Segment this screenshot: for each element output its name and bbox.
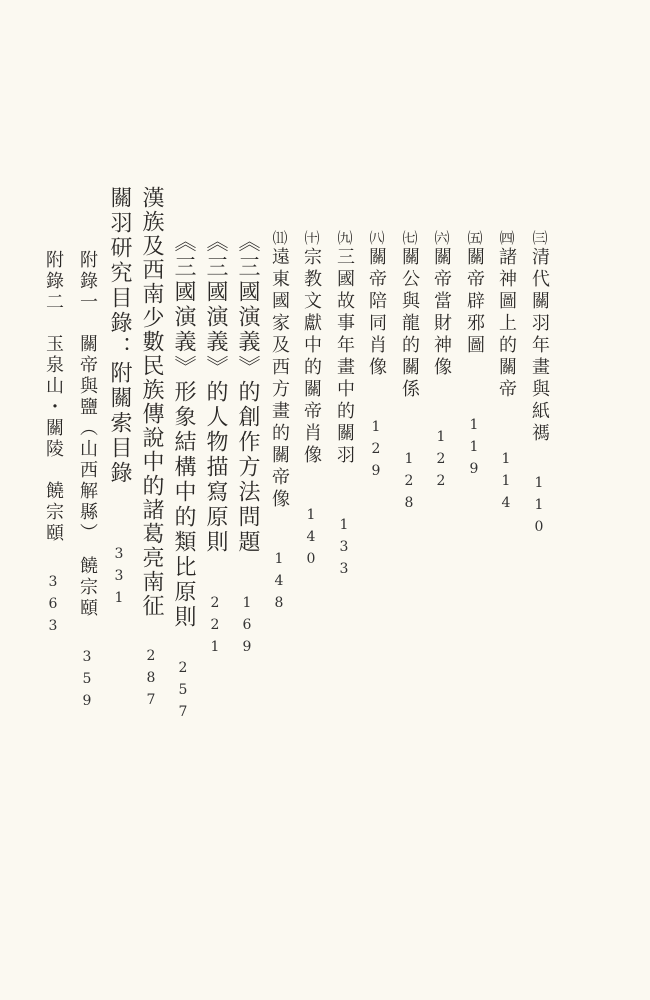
toc-entry bbox=[78, 250, 96, 850]
entry-marker: ㈢ bbox=[530, 230, 549, 245]
toc-entry bbox=[465, 230, 483, 830]
entry-title: 附錄二 玉泉山・關陵 饒宗頤 bbox=[43, 250, 64, 544]
entry-title: 遠東國家及西方畫的關帝像 bbox=[269, 247, 290, 511]
entry-page-number: 287 bbox=[143, 648, 159, 714]
entry-marker: ㈤ bbox=[465, 230, 484, 245]
entry-title: 關帝當財神像 bbox=[431, 247, 452, 379]
entry-page-number: 140 bbox=[303, 507, 319, 573]
entry-page-number: 148 bbox=[271, 551, 287, 617]
entry-marker: ㈣ bbox=[497, 230, 516, 245]
entry-page-number: 114 bbox=[498, 451, 514, 517]
toc-entry bbox=[140, 186, 162, 786]
entry-page-number: 129 bbox=[368, 419, 384, 485]
entry-title: 關帝辟邪圖 bbox=[464, 247, 485, 357]
toc-entry bbox=[400, 230, 418, 830]
toc-entry bbox=[44, 250, 62, 850]
entry-marker: ⑾ bbox=[270, 230, 289, 245]
toc-entry bbox=[172, 230, 194, 830]
entry-marker: ㈨ bbox=[335, 230, 354, 245]
entry-marker: ㈩ bbox=[302, 230, 321, 245]
toc-entry bbox=[108, 186, 130, 786]
entry-marker: ㈥ bbox=[432, 230, 451, 245]
toc-entry bbox=[432, 230, 450, 830]
toc-entry bbox=[302, 230, 320, 830]
entry-page-number: 331 bbox=[111, 546, 127, 612]
entry-page-number: 110 bbox=[531, 475, 547, 541]
entry-title: 宗教文獻中的關帝肖像 bbox=[301, 247, 322, 467]
toc-entry bbox=[530, 230, 548, 830]
entry-page-number: 133 bbox=[336, 517, 352, 583]
entry-marker: ㈧ bbox=[367, 230, 386, 245]
entry-page-number: 169 bbox=[239, 595, 255, 661]
entry-title: 三國故事年畫中的關羽 bbox=[334, 247, 355, 467]
entry-title: 關羽研究目錄：附關索目錄 bbox=[107, 186, 132, 486]
entry-page-number: 359 bbox=[79, 649, 95, 715]
entry-title: 《三國演義》的創作方法問題 bbox=[235, 230, 260, 555]
entry-title: 諸神圖上的關帝 bbox=[496, 247, 517, 401]
toc-entry bbox=[497, 230, 515, 830]
entry-page-number: 122 bbox=[433, 429, 449, 495]
entry-title: 漢族及西南少數民族傳說中的諸葛亮南征 bbox=[139, 186, 164, 618]
entry-page-number: 257 bbox=[175, 660, 191, 726]
entry-page-number: 363 bbox=[45, 574, 61, 640]
toc-entry bbox=[204, 230, 226, 830]
entry-title: 附錄一 關帝與鹽（山西解縣） 饒宗頤 bbox=[77, 250, 98, 619]
entry-page-number: 221 bbox=[207, 595, 223, 661]
toc-entry bbox=[335, 230, 353, 830]
entry-title: 關帝陪同肖像 bbox=[366, 247, 387, 379]
entry-marker: ㈦ bbox=[400, 230, 419, 245]
toc-entry bbox=[270, 230, 288, 830]
entry-title: 關公與龍的關係 bbox=[399, 247, 420, 401]
toc-entry bbox=[367, 230, 385, 830]
entry-title: 清代關羽年畫與紙禡 bbox=[529, 247, 550, 445]
entry-title: 《三國演義》形象結構中的類比原則 bbox=[171, 230, 196, 630]
entry-page-number: 119 bbox=[466, 417, 482, 483]
toc-entry bbox=[236, 230, 258, 830]
entry-title: 《三國演義》的人物描寫原則 bbox=[203, 230, 228, 555]
entry-page-number: 128 bbox=[401, 451, 417, 517]
